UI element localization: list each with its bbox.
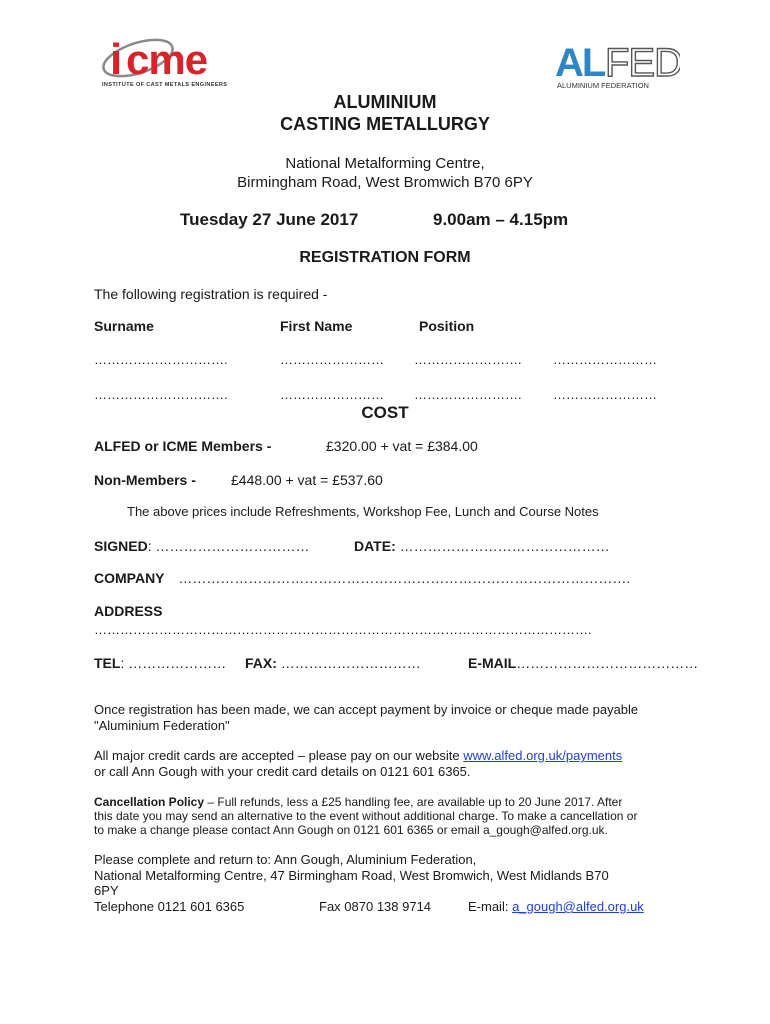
alfed-tagline: ALUMINIUM FEDERATION (557, 81, 649, 90)
entry-row-2-surname[interactable]: …………………………. (94, 387, 228, 402)
entry-row-1-extra[interactable]: …………………… (553, 352, 657, 367)
return-email-link[interactable]: a_gough@alfed.org.uk (512, 899, 644, 914)
entry-row-2-first-name[interactable]: …………………… (280, 387, 384, 402)
members-price: £320.00 + vat = £384.00 (326, 438, 478, 454)
address-dots[interactable]: ……………………………………………………………………………………………………. (94, 622, 592, 637)
cancellation-line3: to make a change please contact Ann Gough on 0121 601 6365 or email a_gough@alfed.org.uk. (94, 823, 608, 837)
fax-dots: ………………………… (276, 655, 421, 671)
icme-tagline: INSTITUTE OF CAST METALS ENGINEERS (102, 82, 228, 88)
signed-dots: : …………………………… (147, 538, 310, 554)
return-line2: National Metalforming Centre, 47 Birmingham Road, West Bromwich, West Midlands B70 (94, 868, 609, 883)
fax-field[interactable] (245, 655, 421, 671)
venue-line2: Birmingham Road, West Bromwich B70 6PY (237, 174, 533, 191)
form-title: REGISTRATION FORM (299, 249, 471, 266)
return-line3: 6PY (94, 883, 119, 898)
return-telephone: Telephone 0121 601 6365 (94, 899, 245, 914)
date-field[interactable] (354, 538, 610, 554)
cards-line2: or call Ann Gough with your credit card details on 0121 601 6365. (94, 764, 471, 779)
event-date: Tuesday 27 June 2017 (180, 210, 359, 229)
email-dots: ………………………………… (516, 655, 699, 671)
cancellation-label: Cancellation Policy (94, 795, 205, 809)
event-title-line1: ALUMINIUM (333, 92, 437, 112)
tel-field[interactable] (94, 655, 226, 671)
return-email-line (468, 899, 644, 914)
email-label: E-MAIL (468, 655, 517, 671)
entry-row-2-position[interactable]: ……………………. (414, 387, 522, 402)
address-label: ADDRESS (94, 603, 163, 619)
svg-text:FED: FED (605, 42, 680, 80)
svg-text:AL: AL (555, 42, 605, 80)
signed-label: SIGNED (94, 538, 148, 554)
entry-row-1-surname[interactable]: …………………………. (94, 352, 228, 367)
non-members-label: Non-Members - (94, 472, 196, 488)
column-first-name: First Name (280, 318, 353, 334)
date-dots: ……………………………………… (395, 538, 610, 554)
members-label: ALFED or ICME Members - (94, 438, 272, 454)
tel-dots: : ………………… (120, 655, 227, 671)
entry-row-1-first-name[interactable]: …………………… (280, 352, 384, 367)
cards-text: All major credit cards are accepted – please pay on our website (94, 748, 464, 763)
fax-label: FAX: (245, 655, 277, 671)
price-note: The above prices include Refreshments, Workshop Fee, Lunch and Course Notes (127, 504, 599, 519)
return-fax: Fax 0870 138 9714 (319, 899, 432, 914)
entry-row-1-position[interactable]: ……………………. (414, 352, 522, 367)
payment-line1: Once registration has been made, we can accept payment by invoice or cheque made payable (94, 702, 639, 717)
company-label: COMPANY (94, 570, 165, 586)
email-field[interactable] (468, 655, 698, 671)
company-dots: ……………………………………………………………………………………. (178, 570, 631, 586)
venue-line1: National Metalforming Centre, (285, 155, 485, 172)
return-email-label: E-mail: (468, 899, 513, 914)
non-members-price: £448.00 + vat = £537.60 (231, 472, 383, 488)
payments-link[interactable]: www.alfed.org.uk/payments (463, 748, 623, 763)
cancellation-line1 (94, 795, 622, 809)
svg-text:cme: cme (126, 36, 208, 83)
column-position: Position (419, 318, 475, 334)
cost-heading: COST (361, 403, 409, 422)
cards-line (94, 748, 622, 763)
return-line1: Please complete and return to: Ann Gough, Aluminium Federation, (94, 852, 477, 867)
event-title-line2: CASTING METALLURGY (280, 114, 490, 134)
payment-line2: "Aluminium Federation" (94, 718, 230, 733)
date-label: DATE: (354, 538, 396, 554)
svg-text:i: i (110, 35, 123, 84)
alfed-logo (555, 42, 680, 92)
company-field[interactable] (94, 570, 630, 586)
cancellation-text1: – Full refunds, less a £25 handling fee, are available up to 20 June 2017. After (204, 795, 623, 809)
event-time: 9.00am – 4.15pm (433, 210, 569, 229)
intro-text: The following registration is required - (94, 286, 328, 302)
icme-logo (98, 32, 248, 92)
entry-row-2-extra[interactable]: …………………… (553, 387, 657, 402)
cancellation-line2: this date you may send an alternative to the event without additional charge. To make a cancellation or (94, 809, 638, 823)
column-surname: Surname (94, 318, 154, 334)
tel-label: TEL (94, 655, 121, 671)
signed-field[interactable] (94, 538, 309, 554)
